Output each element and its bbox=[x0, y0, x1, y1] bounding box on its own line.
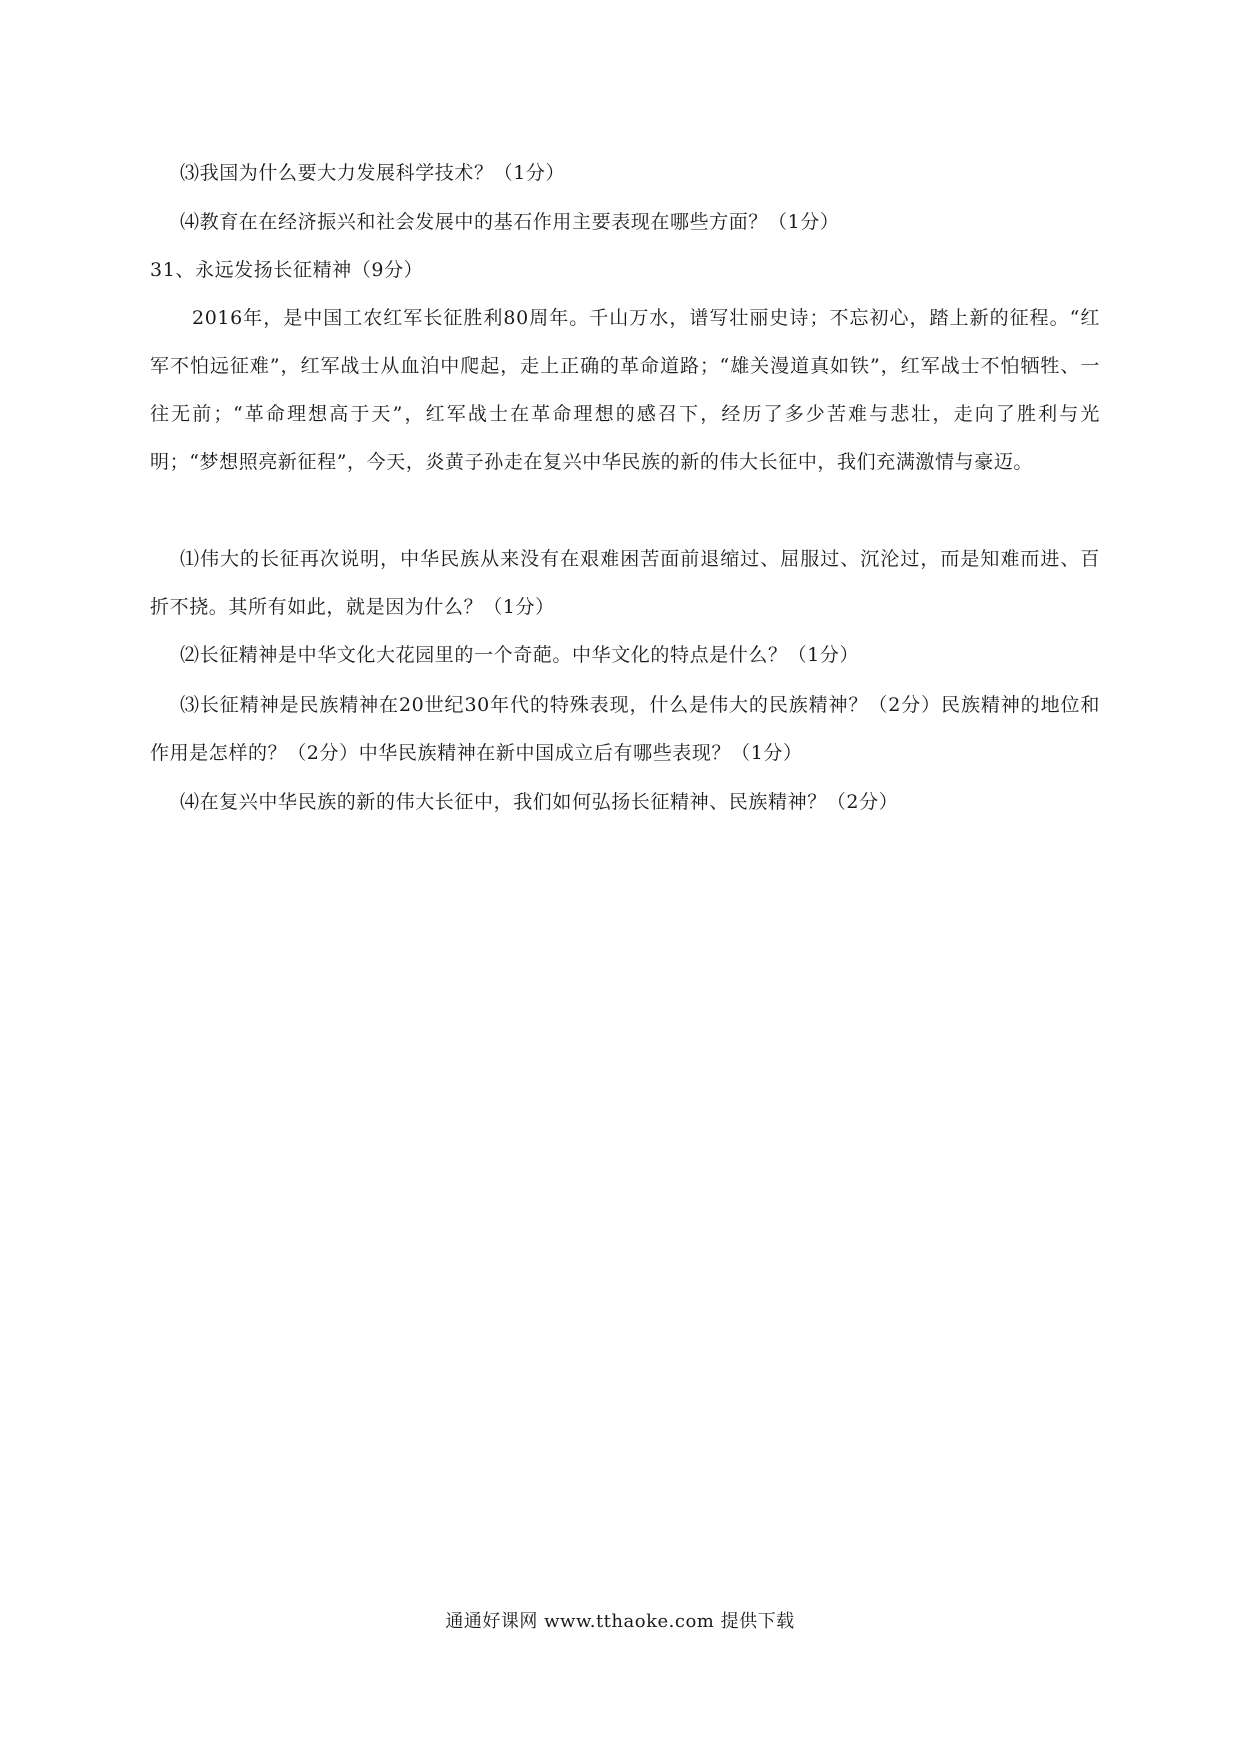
question-31-item-3: ⑶长征精神是民族精神在20世纪30年代的特殊表现，什么是伟大的民族精神？（2分）民族精神的地位和作用是怎样的？（2分）中华民族精神在新中国成立后有哪些表现？（1分） bbox=[150, 694, 1100, 764]
prev-question-item-4: ⑷教育在在经济振兴和社会发展中的基石作用主要表现在哪些方面？（1分） bbox=[180, 211, 840, 233]
question-31-item-4: ⑷在复兴中华民族的新的伟大长征中，我们如何弘扬长征精神、民族精神？（2分） bbox=[180, 791, 899, 813]
page-footer: 通通好课网 www.tthaoke.com 提供下载 bbox=[445, 1611, 795, 1632]
question-31-item-2: ⑵长征精神是中华文化大花园里的一个奇葩。中华文化的特点是什么？（1分） bbox=[180, 644, 860, 666]
question-31-heading: 31、永远发扬长征精神（9分） bbox=[150, 259, 424, 281]
question-31-item-1: ⑴伟大的长征再次说明，中华民族从来没有在艰难困苦面前退缩过、屈服过、沉沦过，而是知难而进、百折不挠。其所有如此，就是因为什么？（1分） bbox=[150, 548, 1100, 618]
prev-question-item-3: ⑶我国为什么要大力发展科学技术？（1分） bbox=[180, 162, 566, 184]
question-31-material: 2016年，是中国工农红军长征胜利80周年。千山万水，谱写壮丽史诗；不忘初心，踏上新的征程。“红军不怕远征难”，红军战士从血泊中爬起，走上正确的革命道路；“雄关漫道真如铁”，红军战士不怕牺牲、一往无前；“革命理想高于天”，红军战士在革命理想的感召下，经历了多少苦难与悲壮，走向了胜利与光明；“梦想照亮新征程”，今天，炎黄子孙走在复兴中华民族的新的伟大长征中，我们充满激情与豪迈。 bbox=[150, 307, 1100, 473]
